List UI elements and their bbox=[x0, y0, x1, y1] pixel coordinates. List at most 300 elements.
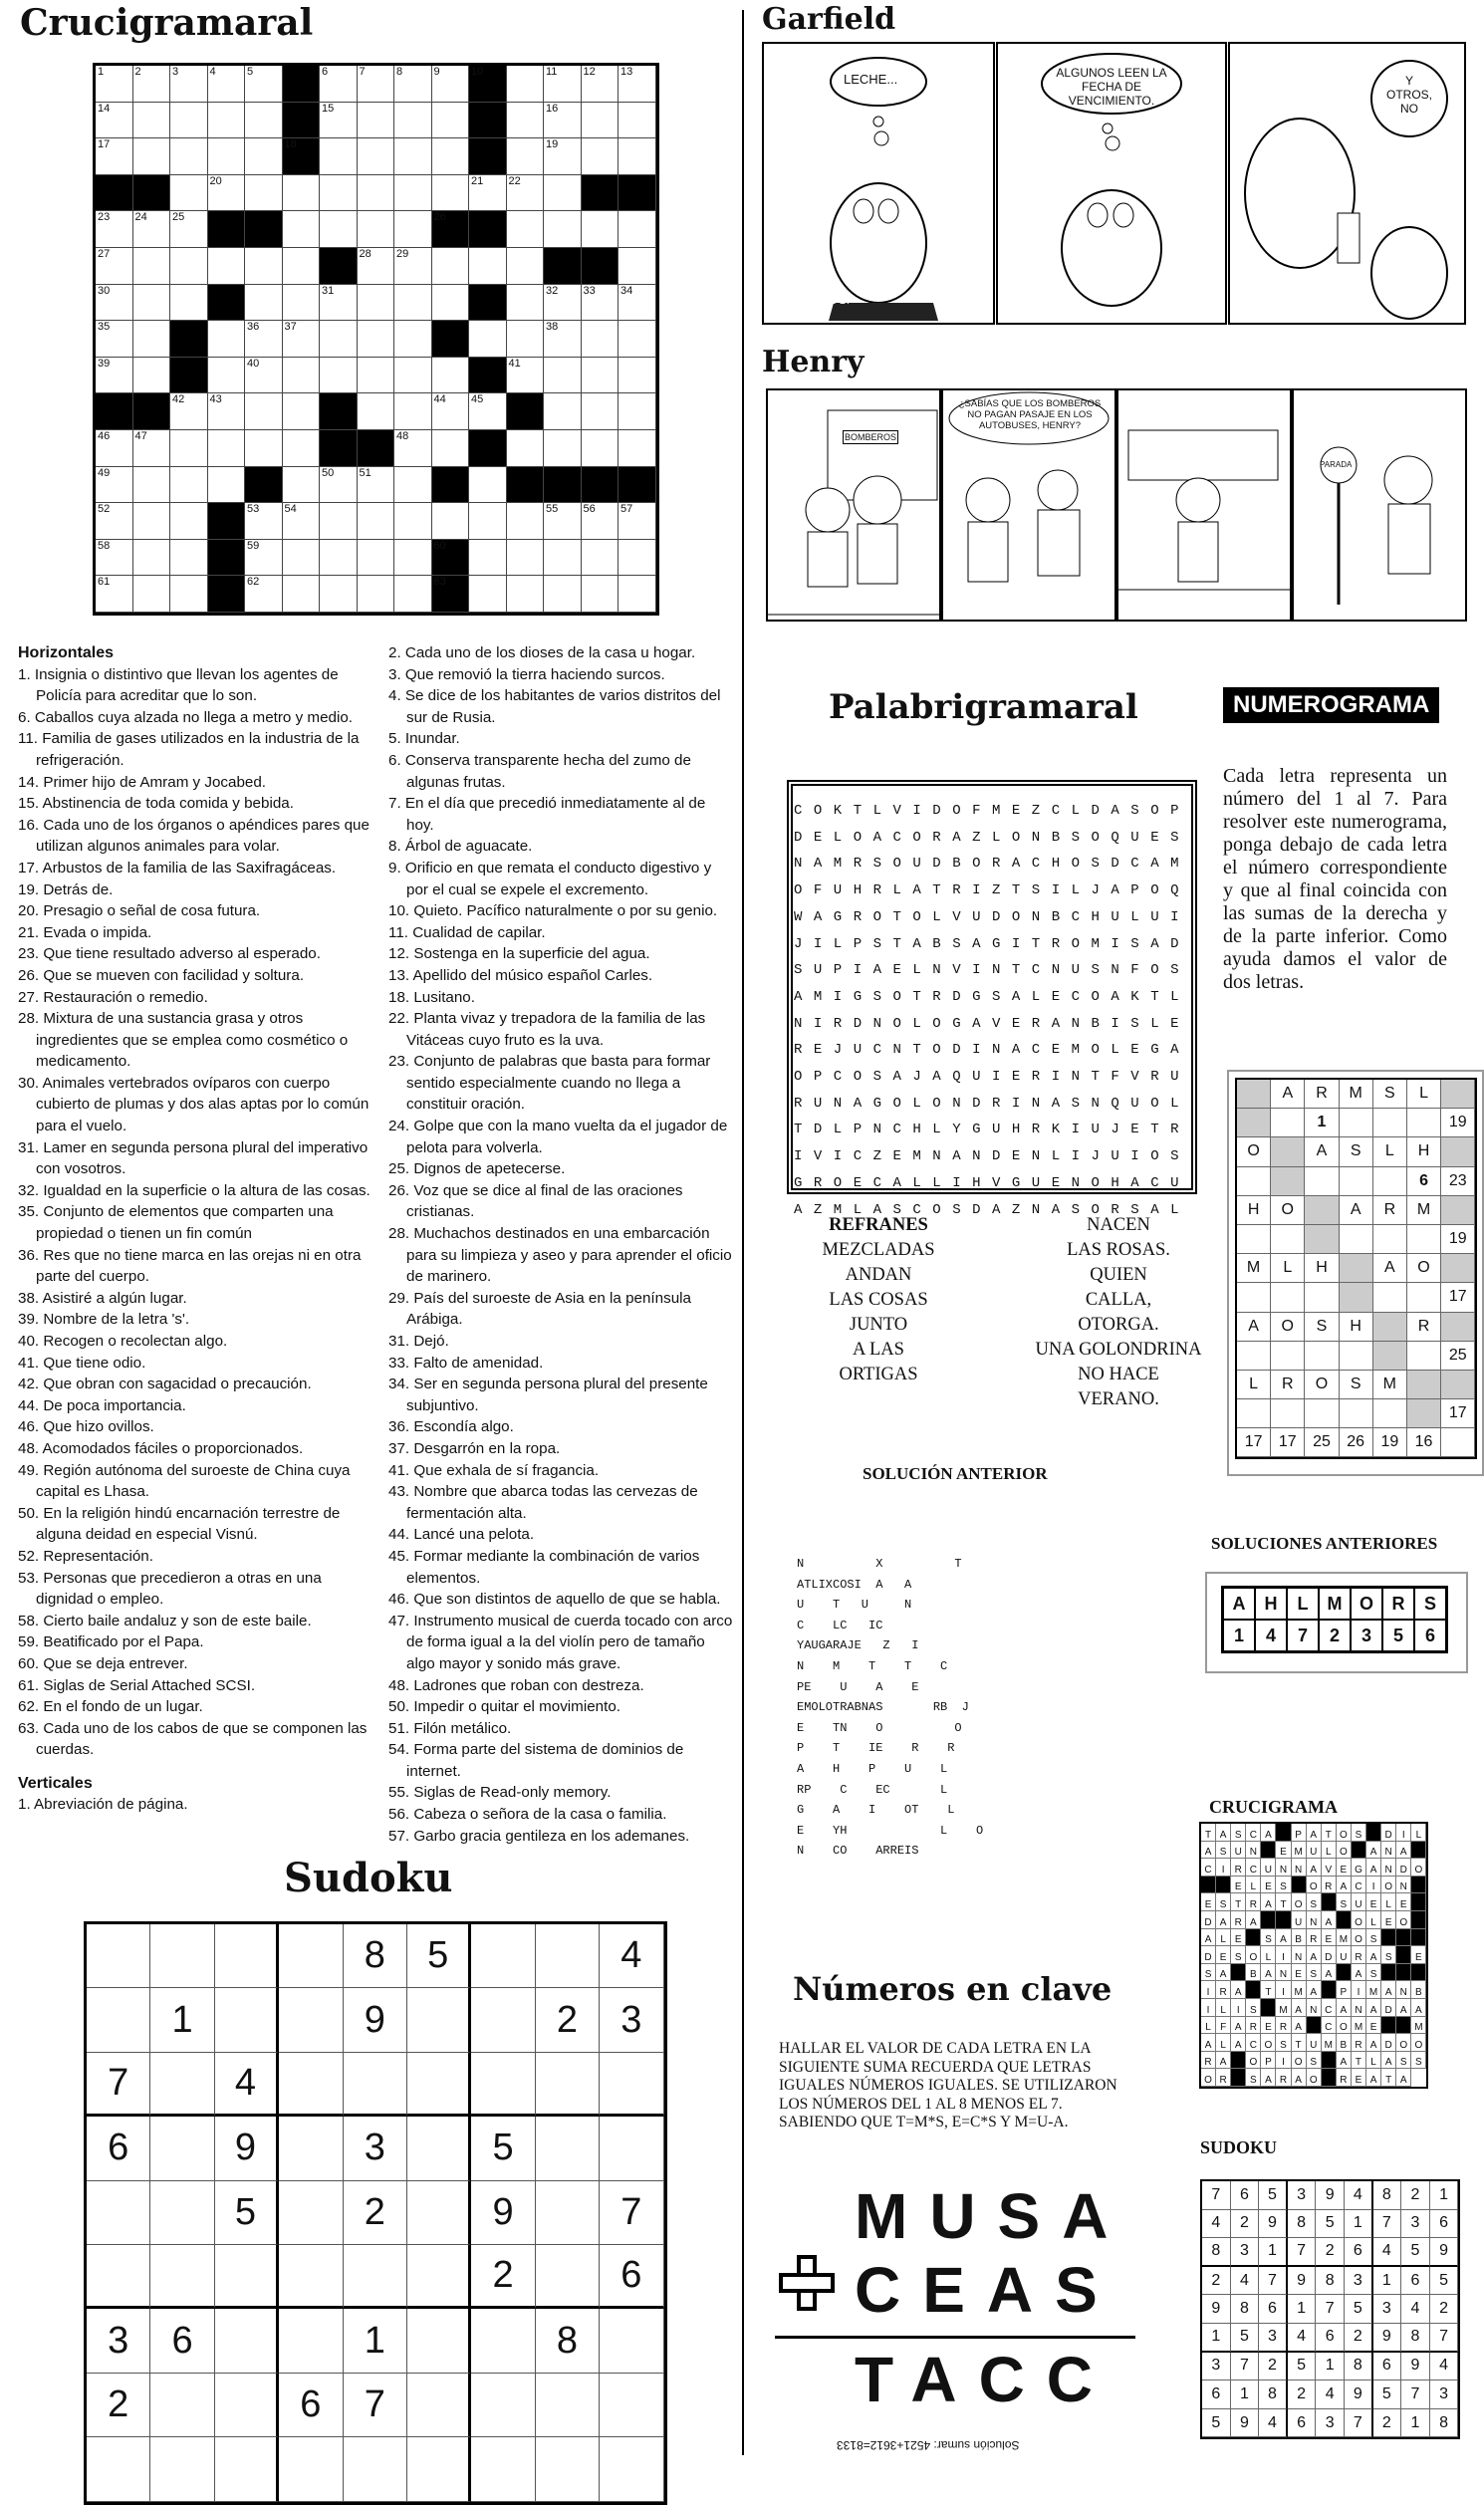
sudoku-cell[interactable] bbox=[536, 2374, 600, 2437]
sudoku-cell[interactable]: 5 bbox=[407, 1924, 471, 1988]
numerograma-cell[interactable]: A bbox=[1305, 1137, 1339, 1166]
crossword-cell[interactable] bbox=[544, 540, 582, 577]
sudoku-cell[interactable] bbox=[279, 1988, 343, 2052]
crossword-cell[interactable] bbox=[133, 211, 171, 248]
crossword-cell[interactable] bbox=[432, 467, 470, 504]
crossword-cell[interactable] bbox=[133, 358, 171, 394]
sudoku-cell[interactable] bbox=[471, 2053, 535, 2117]
crossword-cell[interactable] bbox=[245, 248, 283, 285]
crossword-cell[interactable] bbox=[582, 248, 619, 285]
sudoku-cell[interactable] bbox=[407, 2181, 471, 2245]
crossword-cell[interactable] bbox=[469, 430, 507, 467]
crossword-cell[interactable] bbox=[507, 540, 545, 577]
numerograma-cell[interactable] bbox=[1373, 1342, 1407, 1371]
crossword-cell[interactable] bbox=[170, 321, 208, 358]
numerograma-cell[interactable]: 6 bbox=[1407, 1167, 1441, 1196]
numerograma-cell[interactable] bbox=[1237, 1167, 1271, 1196]
crossword-cell[interactable] bbox=[469, 467, 507, 504]
crossword-cell[interactable] bbox=[582, 285, 619, 322]
sudoku-cell[interactable] bbox=[407, 2437, 471, 2501]
sudoku-cell[interactable]: 2 bbox=[536, 1988, 600, 2052]
crossword-cell[interactable] bbox=[469, 103, 507, 139]
crossword-cell[interactable] bbox=[133, 138, 171, 175]
sudoku-cell[interactable] bbox=[471, 2309, 535, 2373]
crossword-cell[interactable] bbox=[618, 358, 656, 394]
crossword-cell[interactable] bbox=[507, 321, 545, 358]
numerograma-cell[interactable] bbox=[1407, 1342, 1441, 1371]
crossword-cell[interactable] bbox=[469, 321, 507, 358]
sudoku-cell[interactable] bbox=[536, 1924, 600, 1988]
crossword-cell[interactable] bbox=[245, 358, 283, 394]
crossword-cell[interactable] bbox=[245, 503, 283, 540]
crossword-cell[interactable] bbox=[208, 576, 246, 613]
numerograma-cell[interactable] bbox=[1237, 1399, 1271, 1428]
numerograma-cell[interactable]: O bbox=[1271, 1313, 1305, 1342]
sudoku-cell[interactable]: 8 bbox=[536, 2309, 600, 2373]
numerograma-cell[interactable] bbox=[1271, 1399, 1305, 1428]
numerograma-cell[interactable] bbox=[1271, 1225, 1305, 1254]
numerograma-cell[interactable]: R bbox=[1271, 1371, 1305, 1399]
crossword-cell[interactable] bbox=[96, 503, 133, 540]
numerograma-cell[interactable]: M bbox=[1407, 1196, 1441, 1225]
crossword-cell[interactable] bbox=[432, 321, 470, 358]
numerograma-cell[interactable]: M bbox=[1340, 1080, 1373, 1109]
crossword-cell[interactable] bbox=[544, 285, 582, 322]
crossword-cell[interactable] bbox=[507, 358, 545, 394]
crossword-cell[interactable] bbox=[283, 175, 321, 212]
crossword-cell[interactable] bbox=[358, 103, 395, 139]
sudoku-cell[interactable] bbox=[279, 2117, 343, 2180]
crossword-cell[interactable] bbox=[432, 66, 470, 103]
crossword-cell[interactable] bbox=[582, 103, 619, 139]
crossword-cell[interactable] bbox=[283, 540, 321, 577]
sudoku-cell[interactable]: 2 bbox=[344, 2181, 407, 2245]
crossword-cell[interactable] bbox=[96, 175, 133, 212]
sudoku-cell[interactable] bbox=[344, 2437, 407, 2501]
numerograma-cell[interactable]: 26 bbox=[1340, 1428, 1373, 1457]
crossword-cell[interactable] bbox=[582, 358, 619, 394]
crossword-cell[interactable] bbox=[432, 175, 470, 212]
numerograma-cell[interactable]: M bbox=[1237, 1254, 1271, 1283]
crossword-cell[interactable] bbox=[394, 285, 432, 322]
crossword-cell[interactable] bbox=[208, 540, 246, 577]
sudoku-cell[interactable] bbox=[150, 1924, 214, 1988]
crossword-cell[interactable] bbox=[208, 321, 246, 358]
crossword-cell[interactable] bbox=[618, 66, 656, 103]
sudoku-cell[interactable]: 5 bbox=[471, 2117, 535, 2180]
sudoku-cell[interactable] bbox=[215, 2437, 279, 2501]
numerograma-cell[interactable] bbox=[1407, 1283, 1441, 1312]
sudoku-cell[interactable] bbox=[215, 2245, 279, 2309]
crossword-cell[interactable] bbox=[358, 248, 395, 285]
crossword-cell[interactable] bbox=[170, 103, 208, 139]
sudoku-cell[interactable] bbox=[471, 2374, 535, 2437]
crossword-cell[interactable] bbox=[133, 103, 171, 139]
crossword-cell[interactable] bbox=[544, 175, 582, 212]
numerograma-cell[interactable]: 19 bbox=[1441, 1225, 1475, 1254]
numerograma-cell[interactable] bbox=[1441, 1254, 1475, 1283]
sudoku-cell[interactable] bbox=[150, 2437, 214, 2501]
crossword-cell[interactable] bbox=[96, 540, 133, 577]
crossword-cell[interactable] bbox=[358, 211, 395, 248]
numerograma-cell[interactable]: A bbox=[1340, 1196, 1373, 1225]
crossword-cell[interactable] bbox=[96, 576, 133, 613]
crossword-cell[interactable] bbox=[170, 66, 208, 103]
numerograma-cell[interactable] bbox=[1305, 1283, 1339, 1312]
crossword-cell[interactable] bbox=[469, 175, 507, 212]
sudoku-cell[interactable] bbox=[407, 2309, 471, 2373]
sudoku-cell[interactable]: 7 bbox=[600, 2181, 663, 2245]
crossword-cell[interactable] bbox=[133, 576, 171, 613]
crossword-cell[interactable] bbox=[469, 576, 507, 613]
sudoku-cell[interactable] bbox=[407, 1988, 471, 2052]
sudoku-cell[interactable] bbox=[407, 2374, 471, 2437]
crossword-cell[interactable] bbox=[96, 211, 133, 248]
crossword-cell[interactable] bbox=[245, 285, 283, 322]
crossword-cell[interactable] bbox=[96, 393, 133, 430]
numerograma-cell[interactable]: 23 bbox=[1441, 1167, 1475, 1196]
numerograma-cell[interactable] bbox=[1237, 1109, 1271, 1137]
sudoku-cell[interactable]: 9 bbox=[344, 1988, 407, 2052]
crossword-cell[interactable] bbox=[618, 248, 656, 285]
crossword-cell[interactable] bbox=[469, 211, 507, 248]
sudoku-cell[interactable] bbox=[407, 2053, 471, 2117]
numerograma-cell[interactable]: A bbox=[1271, 1080, 1305, 1109]
crossword-cell[interactable] bbox=[320, 467, 358, 504]
numerograma-cell[interactable] bbox=[1271, 1167, 1305, 1196]
crossword-cell[interactable] bbox=[582, 211, 619, 248]
crossword-cell[interactable] bbox=[133, 467, 171, 504]
numerograma-cell[interactable] bbox=[1373, 1167, 1407, 1196]
crossword-cell[interactable] bbox=[507, 211, 545, 248]
numerograma-cell[interactable]: 17 bbox=[1441, 1399, 1475, 1428]
crossword-cell[interactable] bbox=[582, 66, 619, 103]
crossword-cell[interactable] bbox=[245, 175, 283, 212]
crossword-cell[interactable] bbox=[469, 66, 507, 103]
crossword-cell[interactable] bbox=[469, 138, 507, 175]
crossword-cell[interactable] bbox=[320, 285, 358, 322]
crossword-cell[interactable] bbox=[133, 321, 171, 358]
crossword-cell[interactable] bbox=[582, 430, 619, 467]
crossword-cell[interactable] bbox=[208, 393, 246, 430]
crossword-cell[interactable] bbox=[208, 66, 246, 103]
sudoku-cell[interactable] bbox=[471, 1988, 535, 2052]
crossword-cell[interactable] bbox=[320, 248, 358, 285]
crossword-cell[interactable] bbox=[394, 540, 432, 577]
crossword-cell[interactable] bbox=[394, 467, 432, 504]
numerograma-cell[interactable] bbox=[1441, 1080, 1475, 1109]
sudoku-cell[interactable] bbox=[150, 2245, 214, 2309]
crossword-cell[interactable] bbox=[96, 321, 133, 358]
crossword-cell[interactable] bbox=[432, 430, 470, 467]
crossword-cell[interactable] bbox=[170, 358, 208, 394]
numerograma-cell[interactable]: L bbox=[1271, 1254, 1305, 1283]
crossword-cell[interactable] bbox=[432, 103, 470, 139]
crossword-cell[interactable] bbox=[170, 138, 208, 175]
crossword-cell[interactable] bbox=[320, 103, 358, 139]
crossword-cell[interactable] bbox=[582, 393, 619, 430]
crossword-cell[interactable] bbox=[208, 503, 246, 540]
crossword-cell[interactable] bbox=[618, 211, 656, 248]
sudoku-cell[interactable] bbox=[536, 2053, 600, 2117]
numerograma-cell[interactable] bbox=[1305, 1167, 1339, 1196]
crossword-cell[interactable] bbox=[320, 430, 358, 467]
sudoku-cell[interactable] bbox=[536, 2181, 600, 2245]
sudoku-cell[interactable] bbox=[215, 2309, 279, 2373]
crossword-cell[interactable] bbox=[469, 393, 507, 430]
crossword-cell[interactable] bbox=[170, 175, 208, 212]
crossword-cell[interactable] bbox=[618, 321, 656, 358]
sudoku-cell[interactable]: 9 bbox=[471, 2181, 535, 2245]
crossword-cell[interactable] bbox=[245, 540, 283, 577]
numerograma-cell[interactable]: L bbox=[1407, 1080, 1441, 1109]
sudoku-cell[interactable] bbox=[215, 2374, 279, 2437]
sudoku-cell[interactable] bbox=[536, 2117, 600, 2180]
crossword-cell[interactable] bbox=[283, 285, 321, 322]
crossword-cell[interactable] bbox=[208, 103, 246, 139]
sudoku-cell[interactable] bbox=[215, 1988, 279, 2052]
crossword-cell[interactable] bbox=[507, 430, 545, 467]
crossword-cell[interactable] bbox=[245, 467, 283, 504]
sudoku-cell[interactable]: 3 bbox=[344, 2117, 407, 2180]
numerograma-cell[interactable] bbox=[1271, 1109, 1305, 1137]
sudoku-cell[interactable] bbox=[600, 2374, 663, 2437]
numerograma-cell[interactable] bbox=[1373, 1283, 1407, 1312]
crossword-cell[interactable] bbox=[170, 467, 208, 504]
sudoku-cell[interactable]: 3 bbox=[600, 1988, 663, 2052]
crossword-cell[interactable] bbox=[133, 430, 171, 467]
numerograma-cell[interactable] bbox=[1441, 1371, 1475, 1399]
crossword-cell[interactable] bbox=[358, 503, 395, 540]
crossword-cell[interactable] bbox=[320, 358, 358, 394]
crossword-cell[interactable] bbox=[469, 248, 507, 285]
numerograma-cell[interactable] bbox=[1441, 1313, 1475, 1342]
crossword-cell[interactable] bbox=[394, 138, 432, 175]
numerograma-cell[interactable] bbox=[1407, 1399, 1441, 1428]
numerograma-cell[interactable] bbox=[1271, 1283, 1305, 1312]
crossword-cell[interactable] bbox=[582, 576, 619, 613]
crossword-cell[interactable] bbox=[283, 211, 321, 248]
crossword-cell[interactable] bbox=[618, 103, 656, 139]
numerograma-cell[interactable] bbox=[1441, 1428, 1475, 1457]
sudoku-cell[interactable]: 6 bbox=[279, 2374, 343, 2437]
crossword-cell[interactable] bbox=[320, 393, 358, 430]
crossword-cell[interactable] bbox=[320, 138, 358, 175]
crossword-cell[interactable] bbox=[618, 138, 656, 175]
numerograma-cell[interactable]: 25 bbox=[1305, 1428, 1339, 1457]
numerograma-cell[interactable] bbox=[1237, 1225, 1271, 1254]
crossword-cell[interactable] bbox=[245, 211, 283, 248]
numerograma-cell[interactable]: 25 bbox=[1441, 1342, 1475, 1371]
crossword-cell[interactable] bbox=[170, 211, 208, 248]
crossword-cell[interactable] bbox=[618, 175, 656, 212]
sudoku-cell[interactable]: 7 bbox=[87, 2053, 150, 2117]
numerograma-cell[interactable] bbox=[1237, 1342, 1271, 1371]
crossword-cell[interactable] bbox=[358, 285, 395, 322]
crossword-cell[interactable] bbox=[618, 467, 656, 504]
numerograma-cell[interactable]: 19 bbox=[1373, 1428, 1407, 1457]
crossword-cell[interactable] bbox=[358, 576, 395, 613]
sudoku-cell[interactable] bbox=[87, 1988, 150, 2052]
crossword-cell[interactable] bbox=[507, 467, 545, 504]
crossword-cell[interactable] bbox=[544, 103, 582, 139]
numerograma-cell[interactable] bbox=[1407, 1109, 1441, 1137]
sudoku-cell[interactable] bbox=[150, 2053, 214, 2117]
crossword-cell[interactable] bbox=[96, 358, 133, 394]
crossword-cell[interactable] bbox=[544, 248, 582, 285]
crossword-cell[interactable] bbox=[283, 393, 321, 430]
crossword-cell[interactable] bbox=[96, 66, 133, 103]
sudoku-cell[interactable]: 3 bbox=[87, 2309, 150, 2373]
sudoku-cell[interactable] bbox=[471, 1924, 535, 1988]
numerograma-cell[interactable]: 17 bbox=[1237, 1428, 1271, 1457]
crossword-cell[interactable] bbox=[133, 540, 171, 577]
numerograma-cell[interactable] bbox=[1237, 1283, 1271, 1312]
sudoku-cell[interactable] bbox=[600, 2437, 663, 2501]
numerograma-cell[interactable] bbox=[1373, 1109, 1407, 1137]
crossword-cell[interactable] bbox=[208, 248, 246, 285]
crossword-cell[interactable] bbox=[582, 175, 619, 212]
crossword-cell[interactable] bbox=[469, 285, 507, 322]
crossword-cell[interactable] bbox=[283, 321, 321, 358]
crossword-cell[interactable] bbox=[358, 321, 395, 358]
crossword-cell[interactable] bbox=[133, 66, 171, 103]
numerograma-cell[interactable] bbox=[1340, 1283, 1373, 1312]
crossword-cell[interactable] bbox=[432, 358, 470, 394]
sudoku-cell[interactable] bbox=[344, 2053, 407, 2117]
numerograma-cell[interactable]: 17 bbox=[1441, 1283, 1475, 1312]
crossword-cell[interactable] bbox=[170, 430, 208, 467]
crossword-cell[interactable] bbox=[358, 393, 395, 430]
crossword-cell[interactable] bbox=[618, 503, 656, 540]
crossword-cell[interactable] bbox=[394, 430, 432, 467]
crossword-cell[interactable] bbox=[507, 285, 545, 322]
sudoku-cell[interactable] bbox=[536, 2437, 600, 2501]
crossword-cell[interactable] bbox=[208, 138, 246, 175]
crossword-cell[interactable] bbox=[283, 503, 321, 540]
sudoku-cell[interactable] bbox=[407, 2117, 471, 2180]
numerograma-cell[interactable]: S bbox=[1305, 1313, 1339, 1342]
crossword-cell[interactable] bbox=[208, 467, 246, 504]
numerograma-cell[interactable] bbox=[1441, 1137, 1475, 1166]
sudoku-cell[interactable] bbox=[471, 2437, 535, 2501]
numerograma-cell[interactable]: H bbox=[1305, 1254, 1339, 1283]
numerograma-cell[interactable]: R bbox=[1305, 1080, 1339, 1109]
numerograma-cell[interactable]: O bbox=[1305, 1371, 1339, 1399]
crossword-cell[interactable] bbox=[358, 540, 395, 577]
crossword-cell[interactable] bbox=[394, 175, 432, 212]
numerograma-cell[interactable]: S bbox=[1373, 1080, 1407, 1109]
crossword-cell[interactable] bbox=[170, 540, 208, 577]
crossword-cell[interactable] bbox=[96, 138, 133, 175]
crossword-cell[interactable] bbox=[507, 576, 545, 613]
crossword-cell[interactable] bbox=[170, 576, 208, 613]
crossword-cell[interactable] bbox=[394, 393, 432, 430]
crossword-cell[interactable] bbox=[544, 393, 582, 430]
sudoku-cell[interactable] bbox=[215, 1924, 279, 1988]
crossword-cell[interactable] bbox=[544, 358, 582, 394]
numerograma-cell[interactable] bbox=[1305, 1342, 1339, 1371]
crossword-cell[interactable] bbox=[544, 138, 582, 175]
sudoku-cell[interactable]: 7 bbox=[344, 2374, 407, 2437]
crossword-cell[interactable] bbox=[582, 321, 619, 358]
numerograma-cell[interactable]: S bbox=[1340, 1371, 1373, 1399]
crossword-cell[interactable] bbox=[394, 248, 432, 285]
sudoku-cell[interactable]: 4 bbox=[600, 1924, 663, 1988]
crossword-cell[interactable] bbox=[170, 503, 208, 540]
numerograma-cell[interactable] bbox=[1271, 1342, 1305, 1371]
crossword-cell[interactable] bbox=[394, 358, 432, 394]
crossword-cell[interactable] bbox=[170, 248, 208, 285]
sudoku-cell[interactable] bbox=[600, 2117, 663, 2180]
crossword-cell[interactable] bbox=[394, 103, 432, 139]
crossword-cell[interactable] bbox=[133, 285, 171, 322]
crossword-cell[interactable] bbox=[208, 285, 246, 322]
numerograma-cell[interactable]: 17 bbox=[1271, 1428, 1305, 1457]
crossword-cell[interactable] bbox=[432, 576, 470, 613]
sudoku-cell[interactable] bbox=[279, 2437, 343, 2501]
crossword-cell[interactable] bbox=[544, 66, 582, 103]
crossword-cell[interactable] bbox=[320, 211, 358, 248]
crossword-cell[interactable] bbox=[618, 393, 656, 430]
crossword-cell[interactable] bbox=[507, 66, 545, 103]
crossword-cell[interactable] bbox=[245, 138, 283, 175]
crossword-cell[interactable] bbox=[432, 540, 470, 577]
crossword-cell[interactable] bbox=[170, 393, 208, 430]
sudoku-cell[interactable] bbox=[150, 2117, 214, 2180]
crossword-cell[interactable] bbox=[394, 66, 432, 103]
crossword-cell[interactable] bbox=[507, 393, 545, 430]
crossword-cell[interactable] bbox=[320, 175, 358, 212]
sudoku-cell[interactable] bbox=[150, 2181, 214, 2245]
crossword-cell[interactable] bbox=[320, 503, 358, 540]
numerograma-cell[interactable] bbox=[1237, 1080, 1271, 1109]
crossword-cell[interactable] bbox=[283, 66, 321, 103]
crossword-cell[interactable] bbox=[283, 138, 321, 175]
crossword-cell[interactable] bbox=[133, 503, 171, 540]
crossword-cell[interactable] bbox=[544, 430, 582, 467]
numerograma-cell[interactable]: R bbox=[1407, 1313, 1441, 1342]
crossword-cell[interactable] bbox=[283, 576, 321, 613]
sudoku-cell[interactable]: 8 bbox=[344, 1924, 407, 1988]
numerograma-cell[interactable]: 19 bbox=[1441, 1109, 1475, 1137]
crossword-cell[interactable] bbox=[245, 321, 283, 358]
sudoku-cell[interactable]: 9 bbox=[215, 2117, 279, 2180]
numerograma-cell[interactable]: L bbox=[1373, 1137, 1407, 1166]
sudoku-cell[interactable]: 6 bbox=[600, 2245, 663, 2309]
crossword-cell[interactable] bbox=[618, 576, 656, 613]
sudoku-cell[interactable]: 6 bbox=[150, 2309, 214, 2373]
crossword-cell[interactable] bbox=[133, 175, 171, 212]
numerograma-cell[interactable] bbox=[1305, 1399, 1339, 1428]
crossword-cell[interactable] bbox=[394, 503, 432, 540]
crossword-cell[interactable] bbox=[582, 503, 619, 540]
crossword-cell[interactable] bbox=[469, 358, 507, 394]
sudoku-cell[interactable] bbox=[87, 2245, 150, 2309]
sudoku-cell[interactable] bbox=[279, 2309, 343, 2373]
crossword-cell[interactable] bbox=[618, 430, 656, 467]
crossword-cell[interactable] bbox=[96, 430, 133, 467]
numerograma-cell[interactable] bbox=[1407, 1371, 1441, 1399]
crossword-cell[interactable] bbox=[582, 138, 619, 175]
sudoku-cell[interactable] bbox=[279, 2053, 343, 2117]
numerograma-cell[interactable]: O bbox=[1407, 1254, 1441, 1283]
crossword-cell[interactable] bbox=[358, 430, 395, 467]
crossword-cell[interactable] bbox=[96, 467, 133, 504]
sudoku-cell[interactable]: 1 bbox=[150, 1988, 214, 2052]
sudoku-cell[interactable]: 4 bbox=[215, 2053, 279, 2117]
numerograma-cell[interactable]: A bbox=[1373, 1254, 1407, 1283]
